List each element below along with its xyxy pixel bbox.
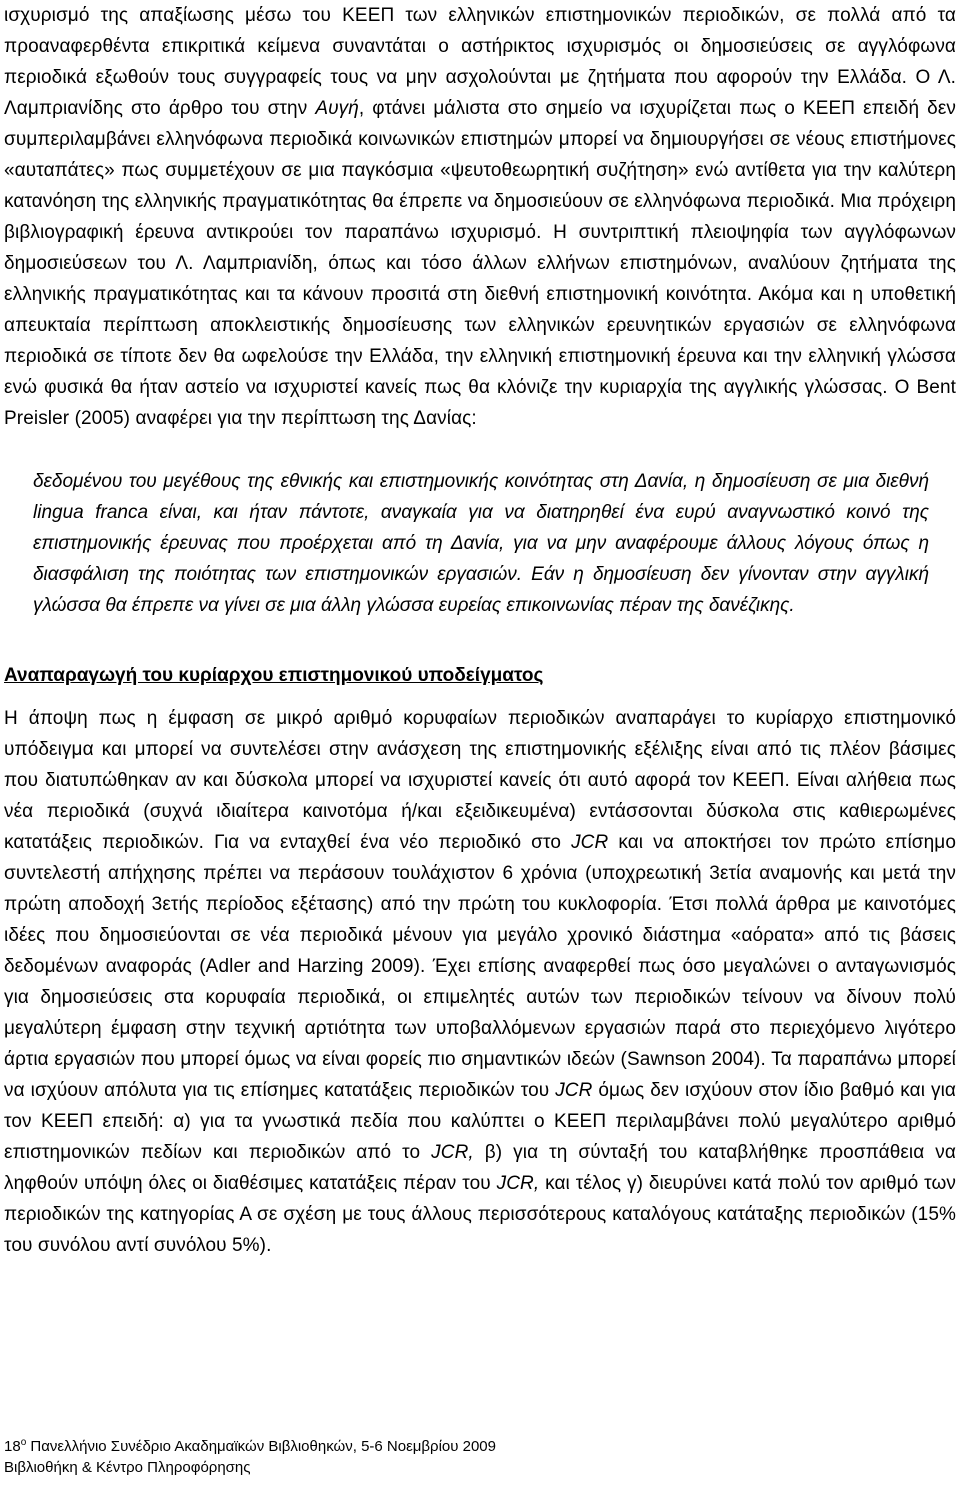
page-footer [4,1436,496,1478]
jcr-term: JCR, [496,1173,540,1194]
jcr-term: JCR [571,832,609,853]
body-paragraph-1 [4,0,956,434]
footer-library-line: Βιβλιοθήκη & Κέντρο Πληροφόρησης [4,1459,251,1476]
paragraph-2-text-1: Η άποψη πως η έμφαση σε μικρό αριθμό κορυφαίων περιοδικών αναπαράγει το κυρίαρχο επιστημονικό υπόδειγμα και μπορεί να συντελέσει στην ανάσχεση της επιστημονικής εξέλιξης είναι από τις πλέον βάσιμες που διατυπώθηκαν αν και δύσκολα μπορεί να ισχυριστεί κανείς ότι αυτό αφορά τον ΚΕΕΠ. Είναι αλήθεια πως νέα περιοδικά (συχνά ιδιαίτερα καινοτόμα ή/και εξειδικευμένα) εντάσσονται δύσκολα στις καθιερωμένες κατατάξεις περιοδικών. Για να ενταχθεί ένα νέο περιοδικό στο [4,708,956,853]
footer-number: 18 [4,1438,21,1455]
section-heading: Αναπαραγωγή του κυρίαρχου επιστημονικού υποδείγματος [4,665,544,686]
body-paragraph-2 [4,703,956,1261]
block-quote: δεδομένου του μεγέθους της εθνικής και επιστημονικής κοινότητας στη Δανία, η δημοσίευση σε μια διεθνή lingua franca είναι, και ήταν πάντοτε, αναγκαία για να διατηρηθεί ένα ευρύ αναγνωστικό κοινό της επιστημονικής έρευνας που προέρχεται από τη Δανία, για να μην αναφέρουμε άλλους λόγους όπως η διασφάλιση της ποιότητας των επιστημονικών εργασιών. Εάν η δημοσίευση δεν γίνονταν στην αγγλική γλώσσα θα έπρεπε να γίνει σε μια άλλη γλώσσα ευρείας επικοινωνίας πέραν της δανέζικης. [33,471,929,616]
footer-ordinal: ο [20,1437,27,1448]
paragraph-2-text-2: και να αποκτήσει τον πρώτο επίσημο συντελεστή απήχησης πρέπει να περάσουν τουλάχιστον 6 χρόνια (υποχρεωτική 3ετία αναμονής και μετά την πρώτη αποδοχή 3ετής περίοδος εξέτασης) από την πρώτη του κυκλοφορία. Έτσι πολλά άρθρα με καινοτόμες ιδέες που δημοσιεύονται σε νέα περιοδικά μένουν για μεγάλο χρονικό διάστημα «αόρατα» από τις βάσεις δεδομένων αναφοράς (Adler and Harzing 2009). Έχει επίσης αναφερθεί πως όσο μεγαλώνει ο ανταγωνισμός για δημοσιεύσεις στα κορυφαία περιοδικά, οι επιμελητές αυτών των περιοδικών τείνουν να δίνουν πολύ μεγαλύτερη έμφαση στην τεχνική αρτιότητα των υποβαλλόμενων εργασιών παρά στο περιεχόμενο λιγότερο άρτια εργασιών που μπορεί όμως να είναι φορείς πιο σημαντικών ιδεών (Sawnson 2004). Τα παραπάνω μπορεί να ισχύουν απόλυτα για τις επίσημες κατατάξεις περιοδικών του [4,832,956,1101]
paragraph-2-text-4: β) για τη σύνταξή του καταβλήθηκε προσπάθεια να ληφθούν υπόψη όλες οι διαθέσιμες κατατάξεις πέραν του [4,1142,956,1194]
paragraph-1-text-a: ισχυρισμό της απαξίωσης μέσω του ΚΕΕΠ των ελληνικών επιστημονικών περιοδικών, σε πολλά από τα προαναφερθέντα επικριτικά κείμενα συναντάται ο αστήρικτος ισχυρισμός οι δημοσιεύσεις σε αγγλόφωνα περιοδικά εξωθούν τους συγγραφείς τους να μην ασχολούνται με ζητήματα που αφορούν την Ελλάδα. Ο Λ. Λαμπριανίδης στο άρθρο του στην [4,5,956,119]
avgi-title: Αυγή [315,98,359,119]
jcr-term: JCR [555,1080,593,1101]
jcr-term: JCR, [431,1142,474,1163]
footer-conference-title: Πανελλήνιο Συνέδριο Ακαδημαϊκών Βιβλιοθηκών, 5-6 Νοεμβρίου 2009 [26,1438,496,1455]
paragraph-1-text-b: , φτάνει μάλιστα στο σημείο να ισχυρίζεται πως ο ΚΕΕΠ επειδή δεν συμπεριλαμβάνει ελληνόφωνα περιοδικά κοινωνικών επιστημών μπορεί να δημιουργήσει σε νέους επιστήμονες «αυταπάτες» πως συμμετέχουν σε μια παγκόσμια «ψευτοθεωρητική συζήτηση» ενώ αντίθετα για την καλύτερη κατανόηση της ελληνικής πραγματικότητας θα έπρεπε να δημοσιεύουν σε ελληνόφωνα περιοδικά. Μια πρόχειρη βιβλιογραφική έρευνα αντικρούει τον παραπάνω ισχυρισμό. Η συντριπτική πλειοψηφία των αγγλόφωνων δημοσιεύσεων του Λ. Λαμπριανίδη, όπως και τόσο άλλων ελλήνων επιστημόνων, αναλύουν ζητήματα της ελληνικής πραγματικότητας και τα κάνουν προσιτά στη διεθνή επιστημονική κοινότητα. Ακόμα και η υποθετική απευκταία περίπτωση αποκλειστικής δημοσίευσης των ελληνικών ερευνητικών εργασιών σε ελληνόφωνα περιοδικά σε τίποτε δεν θα ωφελούσε την Ελλάδα, την ελληνική επιστημονική έρευνα και την ελληνική γλώσσα ενώ φυσικά θα ήταν αστείο να ισχυριστεί κανείς πως θα κλόνιζε την κυριαρχία της αγγλικής γλώσσας. Ο Bent Preisler (2005) αναφέρει για την περίπτωση της Δανίας: [4,98,956,429]
paragraph-2-text-5: και τέλος γ) διευρύνει κατά πολύ τον αριθμό των περιοδικών της κατηγορίας Α σε σχέση με τους άλλους περισσότερους καταλόγους κατάταξης περιοδικών (15% του συνόλου αντί συνόλου 5%). [4,1173,957,1256]
footer-conference-line [4,1436,496,1457]
paragraph-2-text-3: όμως δεν ισχύουν στον ίδιο βαθμό και για τον ΚΕΕΠ επειδή: α) για τα γνωστικά πεδία που καλύπτει ο ΚΕΕΠ περιλαμβάνει πολύ μεγαλύτερο αριθμό επιστημονικών πεδίων και περιοδικών από το [4,1080,956,1163]
